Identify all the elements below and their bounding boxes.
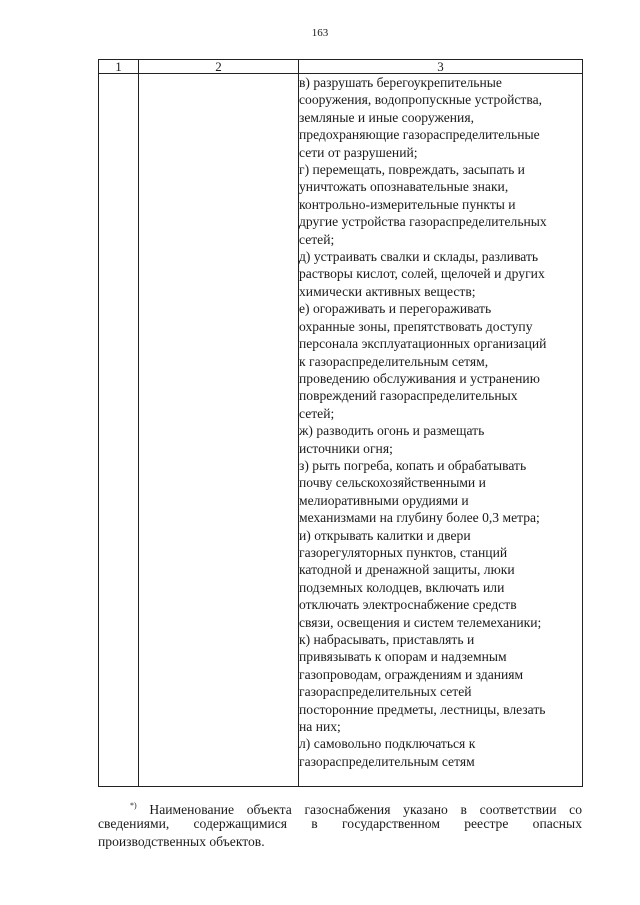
table-header-row bbox=[99, 60, 583, 74]
text-line: г) перемещать, повреждать, засыпать и bbox=[299, 162, 525, 178]
column-1-cell bbox=[99, 74, 139, 787]
text-line: к газораспределительным сетям, bbox=[299, 353, 489, 369]
text-line: в) разрушать берегоукрепительные bbox=[299, 75, 502, 90]
text-line: подземных колодцев, включать или bbox=[299, 579, 505, 595]
text-line: привязывать к опорам и надземным bbox=[299, 649, 507, 665]
text-line: сети от разрушений; bbox=[299, 144, 418, 160]
text-line: д) устраивать свалки и склады, разливать bbox=[299, 249, 539, 265]
text-line: сетей; bbox=[299, 231, 335, 247]
text-line: и) открывать калитки и двери bbox=[299, 527, 471, 543]
footnote-marker: *) bbox=[130, 801, 137, 810]
text-line: охранные зоны, препятствовать доступу bbox=[299, 318, 533, 334]
text-line: мелиоративными орудиями и bbox=[299, 492, 469, 508]
text-line: механизмами на глубину более 0,3 метра; bbox=[299, 510, 540, 526]
text-line: л) самовольно подключаться к bbox=[299, 736, 476, 752]
text-line: растворы кислот, солей, щелочей и других bbox=[299, 266, 545, 282]
text-line: уничтожать опознавательные знаки, bbox=[299, 179, 509, 195]
text-line: газопроводам, ограждениям и зданиям bbox=[299, 666, 524, 682]
footnote-line-3: производственных объектов. bbox=[98, 834, 265, 849]
text-line: отключать электроснабжение средств bbox=[299, 597, 517, 613]
text-line: сетей; bbox=[299, 405, 335, 421]
text-line: посторонние предметы, лестницы, влезать bbox=[299, 701, 546, 717]
column-header-2: 2 bbox=[139, 60, 299, 74]
text-line: контрольно-измерительные пункты и bbox=[299, 196, 516, 212]
text-line: связи, освещения и систем телемеханики; bbox=[299, 614, 542, 630]
requirements-table bbox=[98, 59, 583, 787]
footnote-line-2: сведениями, содержащимися в государственном реестре опасных bbox=[98, 816, 582, 831]
text-line: катодной и дренажной защиты, люки bbox=[299, 562, 515, 578]
text-line: газораспределительных сетей bbox=[299, 684, 472, 700]
text-line: предохраняющие газораспределительные bbox=[299, 127, 540, 143]
text-line: на них; bbox=[299, 719, 341, 735]
text-line: сооружения, водопропускные устройства, bbox=[299, 92, 543, 108]
text-line: ж) разводить огонь и размещать bbox=[299, 423, 485, 439]
text-line: земляные и иные сооружения, bbox=[299, 109, 474, 125]
text-line: повреждений газораспределительных bbox=[299, 388, 518, 404]
text-line: проведению обслуживания и устранению bbox=[299, 370, 540, 386]
column-2-cell bbox=[139, 74, 299, 787]
text-line: газорегуляторных пунктов, станций bbox=[299, 544, 508, 560]
column-header-1: 1 bbox=[99, 60, 139, 74]
text-line: к) набрасывать, приставлять и bbox=[299, 632, 475, 647]
footnote-text-1: Наименование объекта газоснабжения указано в соответствии со bbox=[149, 802, 582, 817]
text-line: другие устройства газораспределительных bbox=[299, 214, 547, 230]
text-line: з) рыть погреба, копать и обрабатывать bbox=[299, 457, 527, 473]
text-line: газораспределительным сетям bbox=[299, 753, 475, 769]
text-line: е) огораживать и перегораживать bbox=[299, 301, 492, 317]
column-header-3: 3 bbox=[299, 60, 583, 74]
text-line: персонала эксплуатационных организаций bbox=[299, 336, 547, 352]
page-number: 163 bbox=[311, 27, 329, 39]
table-row bbox=[99, 74, 583, 787]
text-line: химически активных веществ; bbox=[299, 283, 476, 299]
column-3-cell bbox=[299, 74, 583, 787]
text-line: почву сельскохозяйственными и bbox=[299, 475, 486, 491]
text-line: источники огня; bbox=[299, 440, 393, 456]
